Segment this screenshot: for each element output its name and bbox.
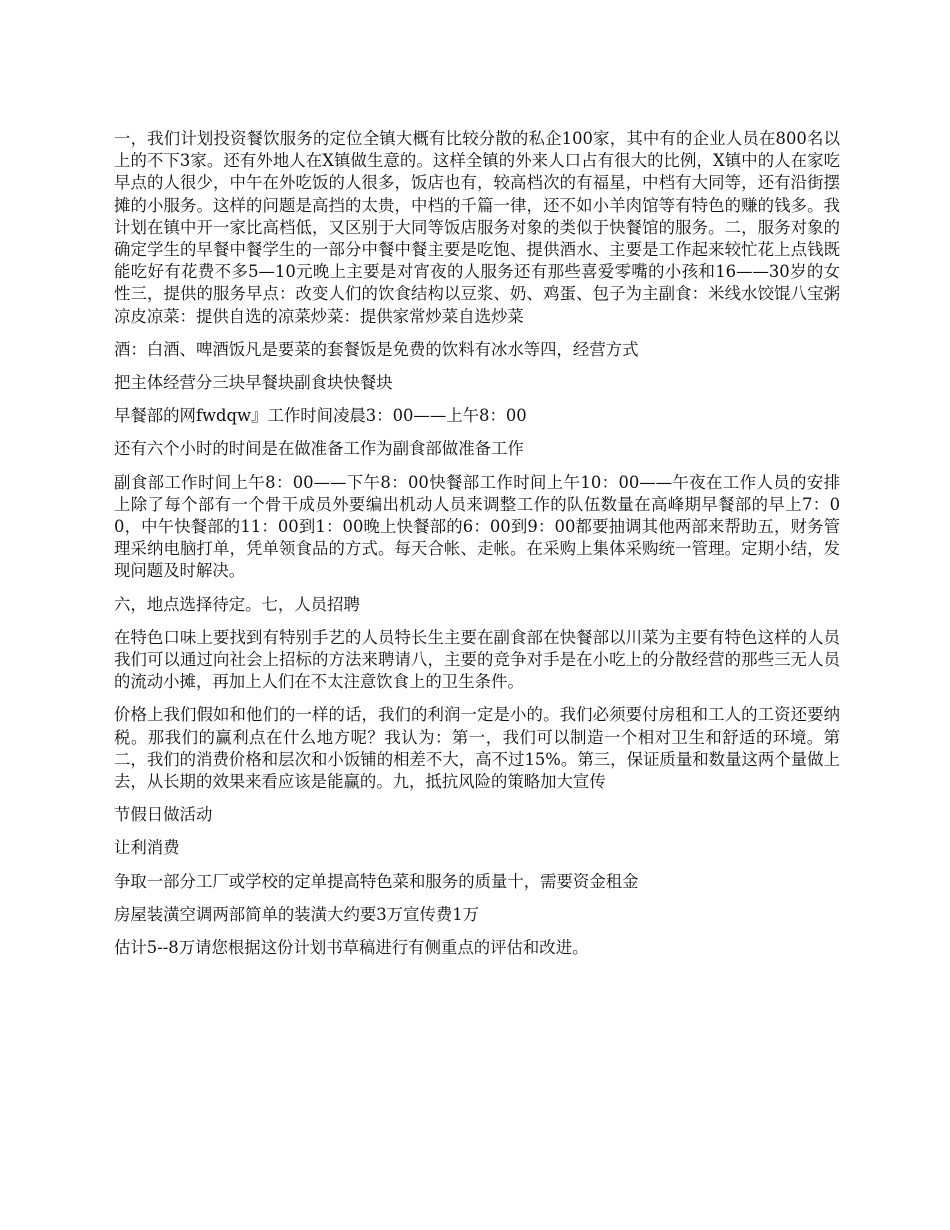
paragraph-estimate: 估计5--8万请您根据这份计划书草稿进行有侧重点的评估和改进。: [114, 938, 589, 958]
paragraph-plan-intro: 一，我们计划投资餐饮服务的定位全镇大概有比较分散的私企100家，其中有的企业人员在800名以上的不下3家。还有外地人在X镇做生意的。这样全镇的外来人口占有很大的比例，X镇中的人在家吃早点的人很少，中午在外吃饭的人很多，饭店也有，较高档次的有福星，中档有大同等，还有沿街摆摊的小服务。这样的问题是高挡的太贵，中档的千篇一律，还不如小羊肉馆等有特色的赚的钱多。我计划在镇中开一家比高档低，又区别于大同等饭店服务对象的类似于快餐馆的服务。二，服务对象的确定学生的早餐中餐学生的一部分中餐中餐主要是吃饱、提供酒水、主要是工作起来较忙花上点钱既能吃好有花费不多5—10元晚上主要是对宵夜的人服务还有那些喜爱零嘴的小孩和16——30岁的女性三，提供的服务早点：改变人们的饮食结构以豆浆、奶、鸡蛋、包子为主副食：米线水饺馄八宝粥凉皮凉菜：提供自选的凉菜炒菜：提供家常炒菜自选炒菜: [114, 129, 840, 326]
paragraph-recruitment: 在特色口味上要找到有特别手艺的人员特长生主要在副食部在快餐部以川菜为主要有特色这样的人员我们可以通过向社会上招标的方法来聘请八，主要的竞争对手是在小吃上的分散经营的那些三无人员的流动小摊，再加上人们在不太注意饮食上的卫生条件。: [114, 627, 840, 692]
paragraph-pricing: 价格上我们假如和他们的一样的话，我们的利润一定是小的。我们必须要付房租和工人的工资还要纳税。那我们的赢利点在什么地方呢？我认为：第一，我们可以制造一个相对卫生和舒适的环境。第二，我们的消费价格和层次和小饭铺的相差不大，高不过15%。第三，保证质量和数量这两个量做上去，从长期的效果来看应该是能赢的。九，抵抗风险的策略加大宣传: [114, 705, 840, 792]
paragraph-preparation: 还有六个小时的时间是在做准备工作为副食部做准备工作: [114, 439, 524, 459]
paragraph-renovation-cost: 房屋装潢空调两部简单的装潢大约要3万宣传费1万: [114, 904, 480, 924]
paragraph-holiday-events: 节假日做活动: [114, 805, 213, 825]
paragraph-drinks: 酒：白酒、啤酒饭凡是要菜的套餐饭是免费的饮料有冰水等四，经营方式: [114, 339, 639, 359]
paragraph-discounts: 让利消费: [114, 838, 180, 858]
paragraph-location: 六，地点选择待定。七，人员招聘: [114, 594, 360, 614]
paragraph-staff-schedule: 副食部工作时间上午8：00——下午8：00快餐部工作时间上午10：00——午夜在工作人员的安排上除了每个部有一个骨干成员外要编出机动人员来调整工作的队伍数量在高峰期早餐部的早上7：00，中午快餐部的11：00到1：00晚上快餐部的6：00到9：00都要抽调其他两部来帮助五，财务管理采纳电脑打单，凭单领食品的方式。每天合帐、走帐。在采购上集体采购统一管理。定期小结，发现问题及时解决。: [114, 472, 840, 581]
paragraph-business-blocks: 把主体经营分三块早餐块副食块快餐块: [114, 373, 393, 393]
document-page: [114, 128, 840, 970]
paragraph-breakfast-hours: 早餐部的网fwdqw』工作时间凌晨3：00——上午8：00: [114, 406, 527, 426]
paragraph-orders-funding: 争取一部分工厂或学校的定单提高特色菜和服务的质量十，需要资金租金: [114, 871, 639, 891]
